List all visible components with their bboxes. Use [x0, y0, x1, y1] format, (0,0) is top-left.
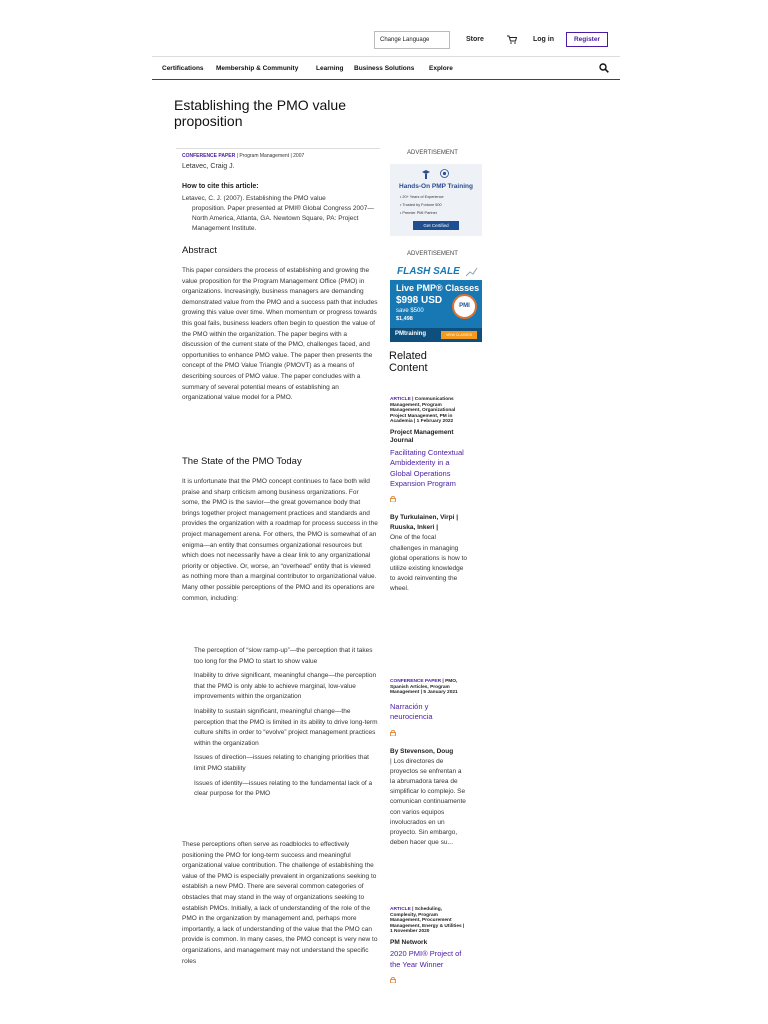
cart-icon[interactable] [507, 35, 517, 44]
article-author[interactable]: Letavec, Craig J. [182, 163, 235, 170]
pmi-badge-icon: PMI [452, 294, 477, 319]
login-link[interactable]: Log in [533, 36, 554, 43]
abstract-text: This paper considers the process of establishing and growing the value proposition for the Program Management Office (PMO) in organizations. Increasingly, business managers are demanding demonstrated value from the PMO and a success path that includes growing this value over time. When momentum or progress towards this goal fails, business leaders often begin to question the value of the PMO within the organization. The paper begins with a discussion of the current state of the PMO, challenges faced, and opportunities to enhance PMO value. The paper then presents the concept of the PMO Value Triangle (PMOVT) as a means of describing sources of PMO value. The paper concludes with a summary of several potential means of establishing an organizational value model for a PMO. [182, 267, 378, 402]
get-certified-button[interactable]: Get Certified [413, 221, 459, 230]
list-item: Inability to drive significant, meaningful change—the perception that the PMO is only able to achieve marginal, low-value improvements within the organization [194, 672, 377, 701]
search-icon[interactable] [599, 63, 609, 73]
graduation-cap-icon [422, 169, 430, 179]
related-item-meta [390, 907, 468, 935]
ad-bullet: • 20+ Years of Experience [400, 195, 444, 199]
abstract-heading: Abstract [182, 245, 217, 256]
store-link[interactable]: Store [466, 36, 484, 43]
nav-membership-community[interactable]: Membership & Community [216, 65, 299, 72]
related-item-categories: | Communications Management, Program Management, Organizational Project Management, PM in Academia | 1 February 2022 [390, 397, 456, 425]
ad-original-price: $1,498 [396, 316, 413, 322]
list-item: Issues of direction—issues relating to changing priorities that limit PMO stability [194, 754, 369, 772]
related-content-heading [389, 350, 439, 374]
list-item: Inability to sustain significant, meaningful change—the perception that the PMO is limited in its ability to drive long-term culture shifts in order to “evolve” project management practices within the organization [194, 707, 378, 747]
related-item [390, 397, 468, 595]
nav-explore[interactable]: Explore [429, 65, 453, 72]
trend-arrow-icon [466, 267, 478, 277]
related-item [390, 907, 468, 988]
lock-icon [390, 730, 396, 736]
ad-savings: save $500 [396, 308, 424, 314]
citation [182, 194, 378, 234]
nav-learning[interactable]: Learning [316, 65, 344, 72]
change-language-select[interactable]: Change Language [374, 31, 450, 49]
article-meta [182, 153, 304, 159]
related-item-title[interactable]: Narración y neurociencia [390, 701, 433, 722]
ad-title: Hands-On PMP Training [399, 183, 473, 190]
ad-bullet: • Trusted by Fortune 500 [400, 203, 442, 207]
nav-certifications[interactable]: Certifications [162, 65, 204, 72]
related-item-type[interactable]: ARTICLE [390, 397, 411, 402]
perceptions-list [194, 646, 380, 804]
ad-bullet: • Premier PMI Partner [400, 211, 437, 215]
citation-line-2: proposition. Paper presented at PMI® Global Congress 2007—North America, Atlanta, GA. Newtown Square, PA: Project Management Institute. [192, 205, 374, 232]
related-item-type[interactable]: ARTICLE [390, 907, 411, 912]
cite-heading: How to cite this article: [182, 183, 259, 190]
ad-label: ADVERTISEMENT [407, 251, 458, 257]
flash-sale-text: FLASH SALE [397, 266, 460, 277]
related-item-source: PM Network [390, 938, 428, 946]
ad-pmp-training[interactable] [390, 164, 482, 236]
article-meta-text: | Program Management | 2007 [235, 153, 305, 159]
list-item: The perception of “slow ramp-up”—the perception that it takes too long for the PMO to start to show value [194, 647, 373, 665]
related-item-title[interactable]: 2020 PMI® Project of the Year Winner [390, 949, 462, 969]
main-nav [152, 56, 620, 80]
related-item-authors: By Stevenson, Doug [390, 747, 454, 755]
page-title: Establishing the PMO value proposition [174, 97, 346, 129]
ad-footer [390, 328, 482, 342]
divider [176, 148, 380, 149]
pmi-seal-icon [440, 169, 449, 178]
ad-label: ADVERTISEMENT [407, 150, 458, 156]
related-item-categories: | Scheduling, Complexity, Program Management, Procurement Management, Energy & Utilities | 1 November 2020 [390, 907, 465, 935]
list-item: Issues of identity—issues relating to the fundamental lack of a clear purpose for the PMO [194, 779, 373, 798]
view-classes-button[interactable]: VIEW CLASSES [441, 331, 477, 339]
related-item-authors: By Turkulainen, Virpi | Ruuska, Inkeri | [390, 514, 459, 532]
nav-business-solutions[interactable]: Business Solutions [354, 65, 415, 72]
ad-flash-sale[interactable] [390, 264, 482, 342]
state-text: It is unfortunate that the PMO concept continues to face both wild praise and sharp criticism among business organizations. For some, the PMO is the savior—the great governance body that brings together project management practices and standards and provides the organization with a roadmap for process success in the project management arena. For others, the PMO is somewhat of an enigma—an entity that consumes organizational resources but which does not necessarily have a clear link to any organizational priority or objective. Or, worse, an “overhead” entity that is viewed as nothing more than a marginal contributor to organizational value. Many other possible perceptions of the PMO and its operations are common, including: [182, 478, 378, 602]
related-item-snippet: One of the focal challenges in managing global operations is how to utilize existing knowledge to avoid reinventing the wheel. [390, 534, 467, 593]
related-item [390, 679, 468, 848]
related-item-title[interactable]: Facilitating Contextual Ambidexterity in a Global Operations Expansion Program [390, 447, 464, 488]
related-item-snippet: | Los directores de proyectos se enfrentan a la abrumadora tarea de simplificar lo complejo. Se comunican continuamente con varios equipos involucrados en un proyecto. Sin embargo, deben hacer que su... [390, 757, 466, 847]
register-button[interactable]: Register [566, 32, 608, 47]
related-heading-text: Related Content [389, 350, 428, 374]
related-item-categories: | PMO, Spanish Articles, Program Management | 5 January 2021 [390, 679, 458, 696]
roadblocks-text: These perceptions often serve as roadblocks to effectively positioning the PMO for long-term success and meaningful organizational value contribution. The challenge of establishing the value of the PMO is especially prevalent in organizations seeking to establish a new PMO. There are several common categories of obstacles that may stand in the way of organizations seeking to establish PMOs. Initially, a lack of understanding of the role of the PMO in the organization by management and, perhaps more importantly, a lack of understanding of the value that the PMO can provide is common. In many cases, the PMO concept is very new to organizations, and management may not understand the specific roles [182, 841, 378, 965]
citation-line-1: Letavec, C. J. (2007). Establishing the PMO value [182, 195, 326, 202]
related-item-meta [390, 397, 468, 425]
lock-icon [390, 496, 396, 502]
top-bar [152, 28, 620, 56]
related-item-source: Project Management Journal [390, 428, 454, 445]
related-item-type[interactable]: CONFERENCE PAPER [390, 679, 442, 684]
ad-price: $998 USD [396, 295, 443, 306]
state-heading: The State of the PMO Today [182, 456, 302, 467]
article-type-link[interactable]: CONFERENCE PAPER [182, 153, 236, 159]
lock-icon [390, 977, 396, 983]
ad-brand: PMtraining [395, 331, 426, 337]
ad-headline: Live PMP® Classes [396, 283, 480, 293]
related-item-meta [390, 679, 468, 696]
